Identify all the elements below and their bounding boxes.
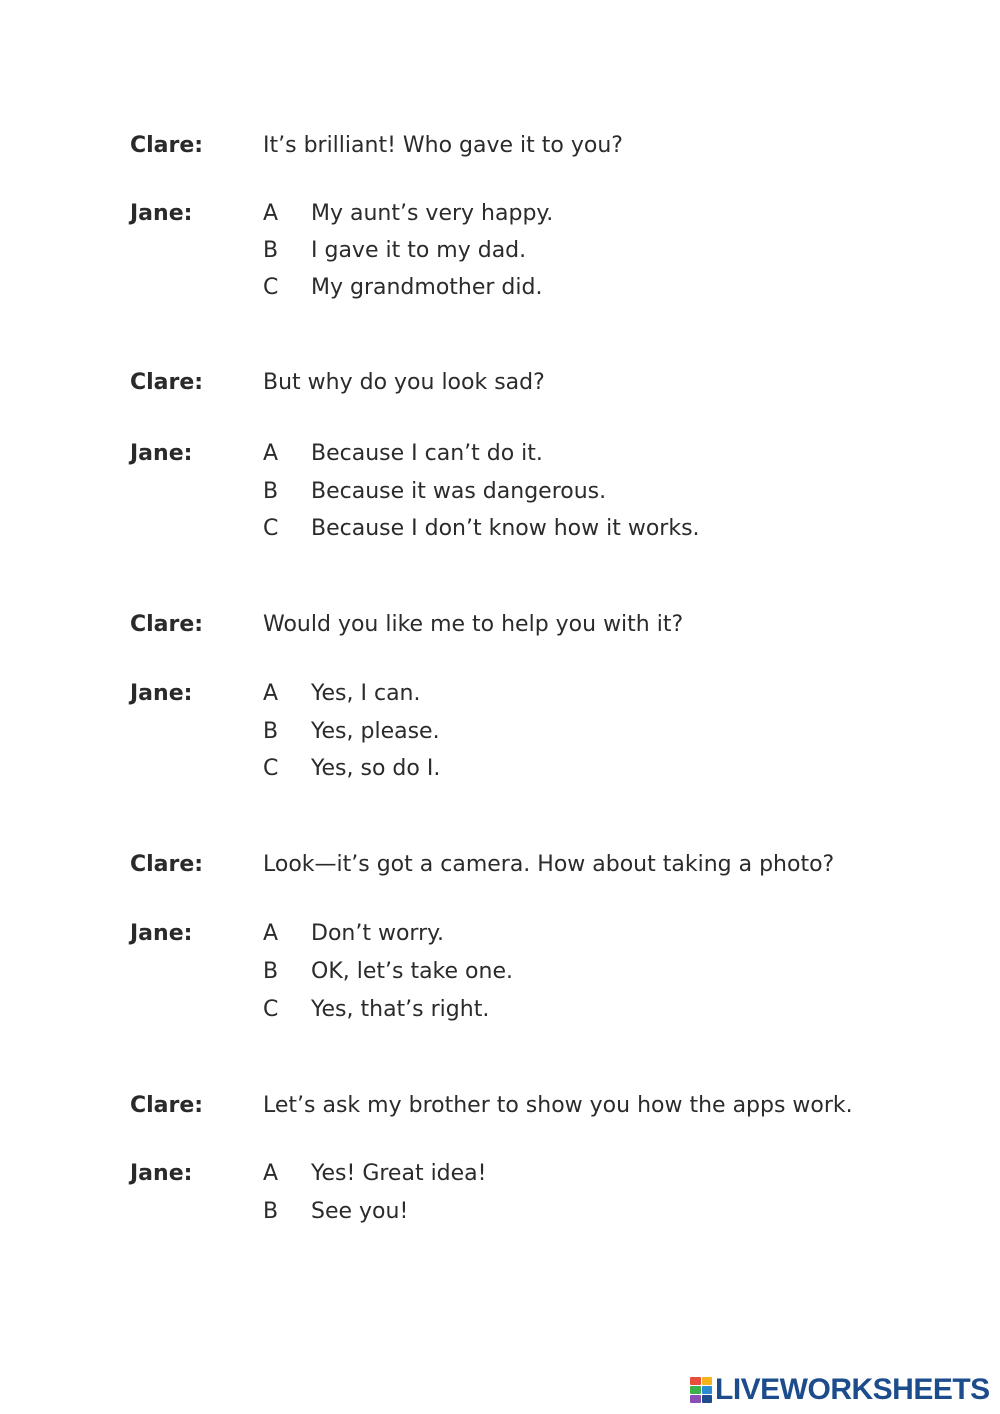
jane-option-2c[interactable] [0, 514, 1000, 554]
jane-option-2b[interactable] [0, 477, 1000, 517]
speaker-label: Clare: [130, 612, 204, 637]
logo-square [690, 1377, 701, 1385]
option-text[interactable]: Yes, please. [311, 719, 440, 744]
speaker-label: Clare: [130, 1093, 204, 1118]
option-letter: A [263, 441, 279, 466]
clare-line-2 [0, 368, 1000, 408]
clare-line-5 [0, 1091, 1000, 1131]
jane-option-5b[interactable] [0, 1197, 1000, 1237]
option-letter: C [263, 756, 279, 781]
option-letter: A [263, 1161, 279, 1186]
option-text[interactable]: Because I can’t do it. [311, 441, 543, 466]
option-text[interactable]: Because it was dangerous. [311, 479, 607, 504]
liveworksheets-logo [690, 1372, 990, 1408]
option-letter: B [263, 959, 279, 984]
option-letter: C [263, 516, 279, 541]
option-letter: A [263, 921, 279, 946]
option-letter: C [263, 275, 279, 300]
jane-option-3b[interactable] [0, 717, 1000, 757]
speaker-label: Jane: [130, 441, 193, 466]
speaker-label: Clare: [130, 852, 204, 877]
option-text[interactable]: Because I don’t know how it works. [311, 516, 700, 541]
jane-option-4a[interactable] [0, 919, 1000, 959]
jane-option-5a[interactable] [0, 1159, 1000, 1199]
speaker-label: Jane: [130, 681, 193, 706]
option-text[interactable]: My aunt’s very happy. [311, 201, 554, 226]
logo-mark-icon [690, 1377, 712, 1403]
option-text[interactable]: See you! [311, 1199, 409, 1224]
option-text[interactable]: Yes! Great idea! [311, 1161, 487, 1186]
clare-line-1 [0, 131, 1000, 171]
option-text[interactable]: I gave it to my dad. [311, 238, 527, 263]
clare-text: Would you like me to help you with it? [263, 612, 684, 637]
logo-square [702, 1377, 713, 1385]
speaker-label: Clare: [130, 133, 204, 158]
option-text[interactable]: OK, let’s take one. [311, 959, 513, 984]
option-text[interactable]: My grandmother did. [311, 275, 543, 300]
jane-option-3a[interactable] [0, 679, 1000, 719]
clare-line-4 [0, 850, 1000, 890]
option-text[interactable]: Yes, I can. [311, 681, 421, 706]
jane-option-2a[interactable] [0, 439, 1000, 479]
option-letter: B [263, 719, 279, 744]
option-text[interactable]: Yes, so do I. [311, 756, 441, 781]
speaker-label: Jane: [130, 1161, 193, 1186]
clare-line-3 [0, 610, 1000, 650]
logo-square [690, 1386, 701, 1394]
clare-text: It’s brilliant! Who gave it to you? [263, 133, 623, 158]
option-letter: B [263, 1199, 279, 1224]
logo-square [702, 1395, 713, 1403]
option-text[interactable]: Yes, that’s right. [311, 997, 490, 1022]
jane-option-1b[interactable] [0, 236, 1000, 276]
option-letter: B [263, 238, 279, 263]
option-letter: A [263, 201, 279, 226]
clare-text: Look—it’s got a camera. How about taking a photo? [263, 852, 835, 877]
speaker-label: Clare: [130, 370, 204, 395]
jane-option-3c[interactable] [0, 754, 1000, 794]
logo-square [690, 1395, 701, 1403]
jane-option-1c[interactable] [0, 273, 1000, 313]
option-letter: A [263, 681, 279, 706]
jane-option-1a[interactable] [0, 199, 1000, 239]
option-letter: B [263, 479, 279, 504]
logo-text: LIVEWORKSHEETS [715, 1373, 990, 1406]
option-text[interactable]: Don’t worry. [311, 921, 444, 946]
speaker-label: Jane: [130, 201, 193, 226]
option-letter: C [263, 997, 279, 1022]
speaker-label: Jane: [130, 921, 193, 946]
jane-option-4b[interactable] [0, 957, 1000, 997]
clare-text: But why do you look sad? [263, 370, 545, 395]
clare-text: Let’s ask my brother to show you how the apps work. [263, 1093, 853, 1118]
logo-square [702, 1386, 713, 1394]
jane-option-4c[interactable] [0, 995, 1000, 1035]
